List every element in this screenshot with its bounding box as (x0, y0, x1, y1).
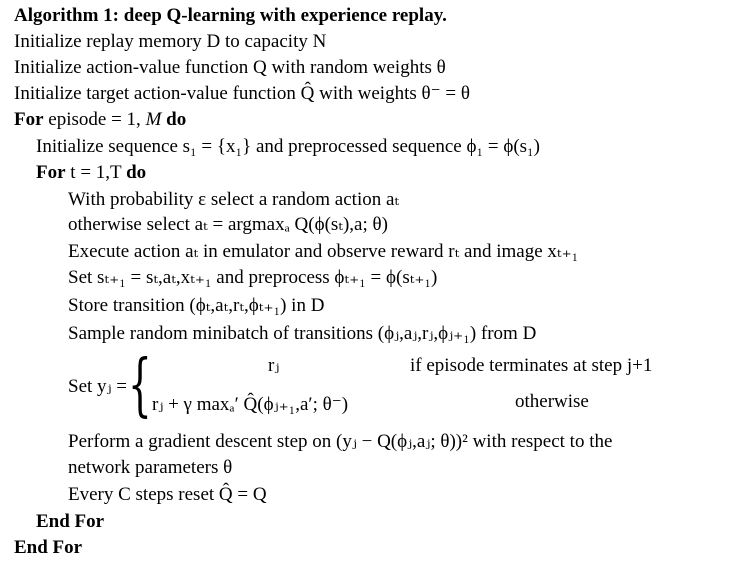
line-gradient: Perform a gradient descent step on (yⱼ − Q(ϕⱼ,aⱼ; θ))² with respect to the (68, 431, 613, 452)
line-sample: Sample random minibatch of transitions (ϕⱼ,aⱼ,rⱼ,ϕⱼ₊₁) from D (68, 323, 537, 344)
line-end-for-inner: End For (36, 511, 105, 532)
case-1-expr: rⱼ (268, 355, 280, 376)
line-for-episode (14, 108, 186, 132)
line-set-s: Set sₜ₊₁ = sₜ,aₜ,xₜ₊₁ and preprocess ϕₜ₊₁ = ϕ(sₜ₊₁) (68, 267, 438, 288)
algorithm-caption: deep Q-learning with experience replay. (123, 5, 447, 26)
algorithm-title (14, 4, 447, 28)
for-episode-range: episode = 1, (43, 109, 146, 130)
line-gradient-cont: network parameters θ (68, 457, 233, 478)
line-select-random: With probability ε select a random action aₜ (68, 189, 400, 210)
line-end-for-outer: End For (14, 537, 83, 558)
for-episode-m: M (145, 109, 162, 130)
keyword-do-t: do (126, 162, 147, 183)
line-init-replay: Initialize replay memory D to capacity N (14, 31, 327, 52)
line-reset: Every C steps reset Q̂ = Q (68, 484, 267, 505)
line-execute: Execute action aₜ in emulator and observe reward rₜ and image xₜ₊₁ (68, 241, 579, 262)
keyword-do: do (161, 109, 187, 130)
cases-brace: { (128, 346, 152, 425)
line-for-t (36, 161, 146, 185)
case-2-expr: rⱼ + γ maxₐ′ Q̂(ϕⱼ₊₁,a′; θ⁻) (152, 394, 349, 415)
for-t-range: t = 1,T (65, 162, 127, 183)
algorithm-label: Algorithm 1: (14, 5, 120, 26)
keyword-for-t: For (36, 162, 66, 183)
line-init-seq: Initialize sequence s₁ = {x₁} and preprocessed sequence ϕ₁ = ϕ(s₁) (36, 136, 540, 157)
line-init-target: Initialize target action-value function Q̂ with weights θ⁻ = θ (14, 83, 470, 104)
case-1-condition: if episode terminates at step j+1 (410, 355, 653, 376)
set-y-lhs: Set yⱼ = (68, 376, 128, 397)
case-2-condition: otherwise (515, 391, 589, 412)
line-otherwise-select: otherwise select aₜ = argmaxₐ Q(ϕ(sₜ),a; θ) (68, 214, 388, 235)
keyword-for: For (14, 109, 44, 130)
line-store: Store transition (ϕₜ,aₜ,rₜ,ϕₜ₊₁) in D (68, 295, 325, 316)
line-init-q: Initialize action-value function Q with random weights θ (14, 57, 446, 78)
